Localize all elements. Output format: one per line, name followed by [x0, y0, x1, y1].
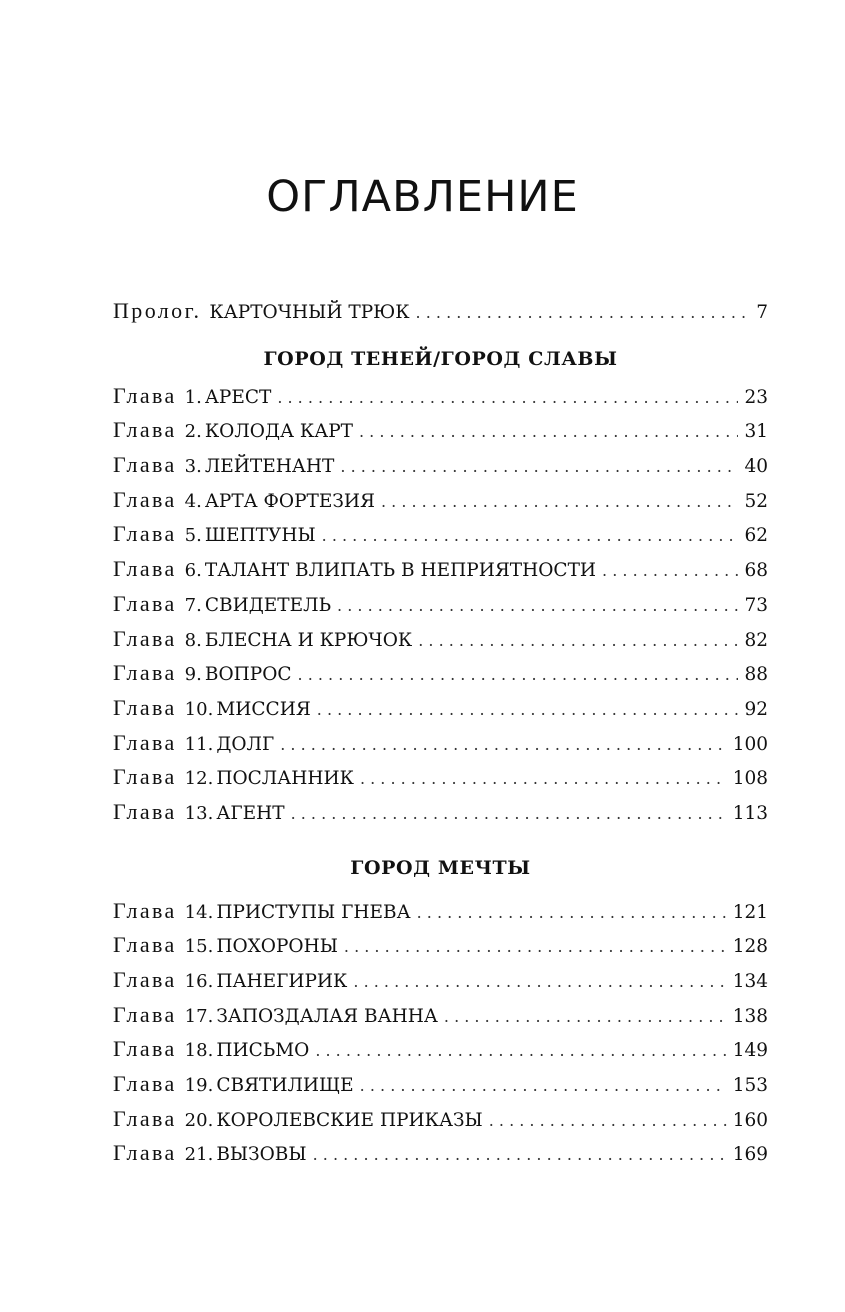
dot-leader [277, 381, 738, 416]
dot-leader [340, 450, 738, 485]
toc-entry-chapter[interactable] [113, 894, 768, 929]
chapter-number: 21. [184, 1144, 214, 1166]
entry-page-number: 100 [732, 733, 768, 755]
dot-leader [337, 589, 738, 624]
dot-leader [298, 658, 739, 693]
toc-entry-chapter[interactable] [113, 1136, 768, 1171]
dot-leader [444, 1000, 727, 1035]
entry-kind: Глава [113, 452, 177, 478]
dot-leader [322, 519, 739, 554]
entry-title: АРЕСТ [204, 386, 272, 408]
entry-kind: Глава [113, 932, 177, 958]
entry-kind: Глава [113, 729, 177, 755]
chapter-number: 11. [184, 733, 214, 755]
entry-page-number: 160 [732, 1109, 768, 1131]
toc-entry-chapter[interactable] [113, 998, 768, 1033]
entry-kind: Глава [113, 967, 177, 992]
entry-page-number: 68 [744, 560, 768, 582]
section-heading: ГОРОД МЕЧТЫ [350, 856, 531, 879]
entry-kind: Глава [113, 521, 177, 547]
toc-entry-chapter[interactable] [113, 587, 768, 622]
chapter-number: 6. [184, 560, 202, 582]
entry-page-number: 52 [744, 490, 768, 512]
dot-leader [602, 554, 738, 589]
toc-entry-chapter[interactable] [113, 928, 768, 963]
dot-leader [416, 296, 751, 331]
entry-title: ЗАПОЗДАЛАЯ ВАННА [216, 1005, 438, 1027]
entry-kind: Глава [113, 486, 177, 512]
entry-title: ПРИСТУПЫ ГНЕВА [216, 901, 411, 923]
chapter-number: 17. [184, 1005, 214, 1027]
entry-page-number: 7 [756, 302, 768, 323]
toc-entry-chapter[interactable] [113, 413, 768, 448]
toc-entry-chapter[interactable] [113, 448, 768, 483]
entry-kind: Глава [113, 625, 177, 651]
entry-title: ВЫЗОВЫ [216, 1144, 307, 1166]
dot-leader [489, 1104, 727, 1139]
entry-kind: Глава [113, 382, 177, 408]
chapter-number: 12. [184, 768, 214, 790]
chapter-number: 5. [184, 525, 202, 547]
chapter-number: 14. [184, 901, 214, 923]
chapter-number: 15. [184, 936, 214, 958]
entry-page-number: 128 [732, 936, 768, 958]
chapter-number: 4. [184, 490, 202, 512]
toc-entry-chapter[interactable] [113, 656, 768, 691]
toc-entry-prologue[interactable] [113, 294, 768, 329]
dot-leader [417, 896, 727, 931]
chapter-number: 9. [184, 664, 202, 686]
toc-entry-chapter[interactable] [113, 1102, 768, 1137]
entry-title: ТАЛАНТ ВЛИПАТЬ В НЕПРИЯТНОСТИ [204, 560, 597, 582]
entry-title: МИССИЯ [216, 698, 311, 720]
entry-kind: Глава [113, 1036, 177, 1062]
entry-page-number: 82 [744, 629, 768, 651]
entry-page-number: 149 [732, 1040, 768, 1062]
entry-page-number: 62 [744, 525, 768, 547]
entry-kind: Глава [113, 417, 177, 443]
dot-leader [291, 797, 727, 832]
entry-title: ПОСЛАННИК [216, 768, 354, 790]
entry-title: АРТА ФОРТЕЗИЯ [204, 490, 375, 512]
chapter-number: 20. [184, 1109, 214, 1131]
toc-sections [113, 339, 768, 1171]
toc-entry-chapter[interactable] [113, 517, 768, 552]
entry-title: КОРОЛЕВСКИЕ ПРИКАЗЫ [216, 1109, 483, 1131]
toc-entry-chapter[interactable] [113, 760, 768, 795]
toc-entry-chapter[interactable] [113, 622, 768, 657]
toc-entry-chapter[interactable] [113, 795, 768, 830]
entry-kind: Глава [113, 1071, 177, 1097]
table-of-contents [113, 294, 768, 1171]
chapter-number: 2. [184, 421, 202, 443]
entry-title: СВИДЕТЕЛЬ [204, 594, 332, 616]
toc-entry-chapter[interactable] [113, 379, 768, 414]
dot-leader [359, 415, 738, 450]
dot-leader [360, 1069, 727, 1104]
entry-kind: Глава [113, 1105, 177, 1131]
entry-page-number: 108 [732, 768, 768, 790]
chapter-number: 3. [184, 456, 202, 478]
toc-entry-chapter[interactable] [113, 1032, 768, 1067]
dot-leader [315, 1034, 726, 1069]
entry-kind: Глава [113, 590, 177, 616]
entry-page-number: 121 [732, 901, 768, 923]
dot-leader [317, 693, 739, 728]
chapter-number: 13. [184, 802, 214, 824]
entry-kind: Глава [113, 556, 177, 582]
entry-title: БЛЕСНА И КРЮЧОК [204, 629, 413, 651]
page-title: ОГЛАВЛЕНИЕ [266, 172, 579, 222]
entry-title: АГЕНТ [216, 802, 285, 824]
entry-page-number: 92 [744, 698, 768, 720]
entry-page-number: 113 [732, 802, 768, 824]
entry-kind: Глава [113, 1001, 177, 1027]
chapter-number: 8. [184, 629, 202, 651]
entry-page-number: 40 [744, 456, 768, 478]
toc-entry-chapter[interactable] [113, 552, 768, 587]
entry-page-number: 31 [744, 421, 768, 443]
entry-title: ДОЛГ [216, 733, 275, 755]
chapter-number: 10. [184, 698, 214, 720]
entry-page-number: 138 [732, 1005, 768, 1027]
entry-title: ЛЕЙТЕНАНТ [204, 456, 335, 478]
dot-leader [313, 1138, 727, 1173]
dot-leader [418, 624, 738, 659]
entry-title: ШЕПТУНЫ [204, 525, 316, 547]
entry-kind: Глава [113, 694, 177, 720]
entry-title: КАРТОЧНЫЙ ТРЮК [209, 302, 410, 323]
entry-page-number: 153 [732, 1075, 768, 1097]
chapter-number: 18. [184, 1040, 214, 1062]
entry-kind: Глава [113, 798, 177, 824]
entry-title: СВЯТИЛИЩЕ [216, 1075, 354, 1097]
dot-leader [353, 965, 726, 1000]
entry-page-number: 169 [732, 1144, 768, 1166]
dot-leader [280, 728, 726, 763]
entry-page-number: 73 [744, 594, 768, 616]
entry-kind: Глава [113, 660, 177, 686]
dot-leader [344, 930, 727, 965]
entry-title: ВОПРОС [204, 664, 292, 686]
entry-title: КОЛОДА КАРТ [204, 421, 353, 443]
dot-leader [360, 762, 727, 797]
toc-entry-chapter[interactable] [113, 1067, 768, 1102]
toc-entry-chapter[interactable] [113, 726, 768, 761]
toc-entry-chapter[interactable] [113, 963, 768, 998]
entry-page-number: 23 [744, 386, 768, 408]
section-heading: ГОРОД ТЕНЕЙ/ГОРОД СЛАВЫ [263, 347, 618, 370]
entry-page-number: 88 [744, 664, 768, 686]
chapter-number: 19. [184, 1075, 214, 1097]
entry-kind: Пролог. [113, 298, 202, 323]
entry-title: ПИСЬМО [216, 1040, 310, 1062]
chapter-number: 1. [184, 386, 202, 408]
entry-kind: Глава [113, 1140, 177, 1166]
toc-entry-chapter[interactable] [113, 483, 768, 518]
entry-kind: Глава [113, 897, 177, 923]
entry-page-number: 134 [732, 971, 768, 992]
entry-title: ПАНЕГИРИК [216, 971, 348, 992]
chapter-number: 7. [184, 594, 202, 616]
entry-kind: Глава [113, 764, 177, 790]
toc-entry-chapter[interactable] [113, 691, 768, 726]
dot-leader [381, 485, 738, 520]
chapter-number: 16. [184, 971, 214, 992]
entry-title: ПОХОРОНЫ [216, 936, 338, 958]
